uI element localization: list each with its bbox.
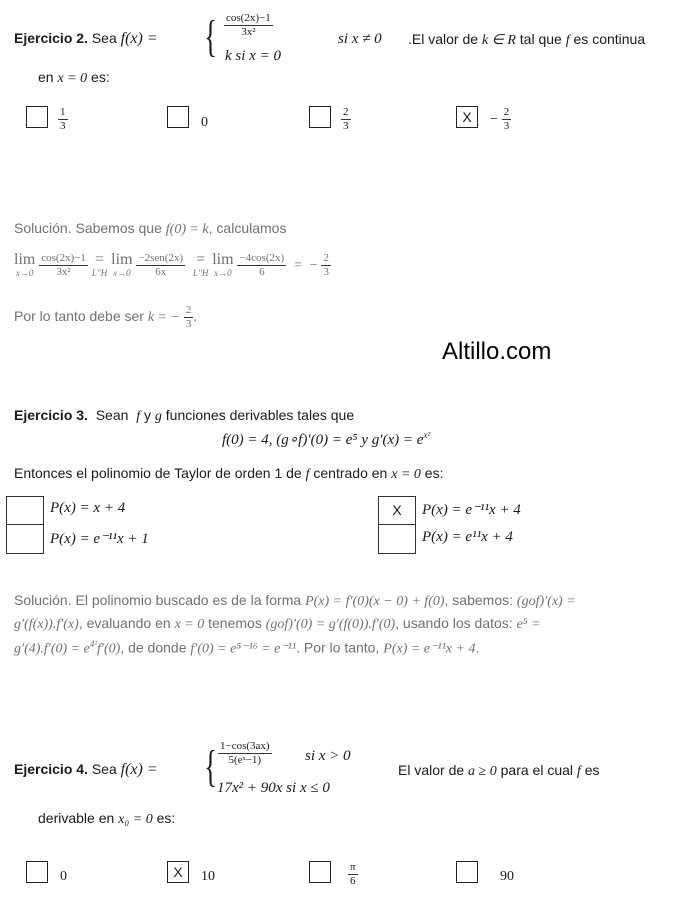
math-expression: k = − [147, 310, 180, 326]
piecewise-case-2: 17x² + 90x si x ≤ 0 [217, 780, 330, 796]
math-expression: f′(0) [97, 641, 121, 657]
math-expression: f(x) = [120, 761, 158, 778]
fraction [136, 252, 185, 279]
option-checkbox[interactable] [378, 524, 416, 554]
denominator: 3 [60, 120, 66, 132]
solution-text: tenemos [208, 615, 262, 631]
math-expression: x₀ = 0 [118, 812, 153, 827]
statement-continuation [398, 762, 599, 780]
solution-text: , evaluando en [78, 615, 171, 631]
statement-text: es: [424, 465, 444, 481]
statement-text: El valor de [398, 762, 465, 778]
piecewise-case-1 [224, 12, 273, 39]
math-expression: f [305, 467, 310, 482]
option-checkbox[interactable] [309, 861, 331, 883]
option-checkbox[interactable] [6, 524, 44, 554]
limit [14, 252, 35, 279]
math-expression: a ≥ 0 [468, 764, 497, 779]
minus-sign: − [490, 112, 498, 128]
option-checkbox[interactable] [26, 106, 48, 128]
limit-subscript: x→0 [214, 268, 232, 278]
denominator: 6 [350, 875, 356, 887]
solution-line [14, 592, 576, 610]
math-expression: f [576, 764, 581, 779]
solution-text: . Por lo tanto, [296, 639, 380, 656]
math-expression: x = 0 [391, 467, 421, 482]
option-value [490, 106, 511, 133]
lhopital-label: L′′H [192, 268, 209, 278]
fraction [502, 106, 512, 133]
statement-line-2 [38, 810, 175, 828]
math-expression: f(x) = [120, 30, 158, 47]
statement-text: es [584, 762, 600, 778]
fraction [348, 861, 358, 888]
option-value: P(x) = e⁻¹¹x + 4 [422, 502, 521, 518]
statement-text: derivable en [38, 810, 115, 826]
option-value [341, 106, 351, 133]
minus-sign: − [309, 258, 318, 274]
math-expression: f [136, 409, 141, 424]
statement-text: es continua [573, 31, 646, 47]
option-value: 0 [60, 869, 67, 884]
option-value: 0 [201, 115, 208, 130]
numerator: 1 [60, 106, 66, 118]
math-expression: e⁵ = [516, 617, 541, 632]
solution-text: , sabemos: [444, 592, 514, 608]
math-expression: f(0) = 4, (g∘f)′(0) = e⁵ y g′(x) = e [222, 432, 424, 448]
solution-line [14, 220, 286, 238]
math-expression: (gof)′(x) = [516, 594, 576, 609]
numerator: 2 [185, 304, 192, 316]
math-expression: P(x) = f′(0)(x − 0) + f(0) [305, 594, 445, 609]
denominator: 3 [185, 318, 192, 330]
fraction [224, 12, 273, 39]
solution-text: , de donde [120, 639, 187, 656]
exercise-label: Ejercicio 3. [14, 407, 88, 423]
statement-continuation [408, 31, 645, 49]
option-checkbox[interactable] [6, 496, 44, 525]
option-value [348, 861, 358, 888]
option-checkbox[interactable] [167, 106, 189, 128]
statement-text: centrado en [313, 465, 388, 481]
math-expression: g′(f(x)).f′(x) [14, 617, 79, 632]
numerator: 2 [323, 252, 329, 264]
fraction [237, 252, 286, 279]
statement-text: Sea [91, 30, 117, 46]
statement-text: tal que [519, 31, 562, 47]
option-checkbox[interactable] [26, 861, 48, 883]
math-expression: x = 0 [57, 71, 88, 86]
denominator: 3 [343, 120, 349, 132]
solution-text: , usando los datos: [395, 615, 513, 631]
option-checkbox[interactable] [456, 861, 478, 883]
denominator: 3x² [56, 266, 71, 278]
fraction [218, 740, 272, 767]
lhopital-equals [92, 252, 107, 279]
piecewise-case-1 [218, 740, 272, 767]
piecewise-condition-1: si x > 0 [305, 748, 351, 764]
solution-text: , calculamos [208, 220, 287, 236]
limit-subscript: x→0 [15, 268, 34, 278]
option-checkbox[interactable] [309, 106, 331, 128]
option-checkbox[interactable]: X [378, 496, 416, 525]
denominator: 6 [259, 266, 265, 278]
math-expression: g′(4).f′(0) = e [14, 641, 90, 657]
option-value: P(x) = x + 4 [50, 500, 126, 516]
statement-line-2 [38, 69, 110, 87]
option-checkbox[interactable]: X [167, 861, 189, 883]
denominator: 3 [323, 266, 329, 278]
statement-text: y [143, 407, 151, 423]
statement-text: es: [156, 810, 176, 826]
exponent: 4² [89, 639, 98, 649]
exercise-label: Ejercicio 2. [14, 30, 88, 46]
statement-text: funciones derivables tales que [165, 407, 355, 423]
solution-text: Solución. Sabemos que [14, 220, 162, 236]
solution-text: Por lo tanto debe ser [14, 308, 144, 325]
watermark-logo: Altillo.com [442, 338, 552, 365]
lhopital-label: L′′H [91, 268, 108, 278]
statement-text: en [38, 69, 54, 85]
numerator: 2 [503, 106, 510, 118]
option-checkbox[interactable]: X [456, 106, 478, 128]
solution-text: . [193, 308, 198, 325]
denominator: 3x² [241, 26, 256, 38]
math-expression: (gof)′(0) = g′(f(0)).f′(0) [265, 617, 396, 632]
fraction [39, 252, 88, 279]
limit [111, 252, 132, 279]
limit [212, 252, 233, 279]
numerator: −2sen(2x) [138, 252, 184, 264]
equals-sign: = [95, 251, 105, 268]
math-expression: f [565, 33, 570, 48]
left-brace: { [204, 12, 217, 61]
limit-word: lim [14, 251, 36, 268]
option-value: 10 [201, 869, 215, 884]
statement-text: .El valor de [408, 31, 479, 47]
math-expression: f′(0) = e⁵⁻¹⁶ = e⁻¹¹ [190, 641, 297, 657]
statement-text: Sean [95, 407, 129, 423]
numerator: cos(2x)−1 [226, 12, 271, 24]
denominator: 3 [503, 120, 510, 132]
limit-subscript: x→0 [113, 268, 131, 278]
option-value: P(x) = e¹¹x + 4 [422, 529, 513, 545]
numerator: π [350, 861, 356, 873]
option-value [58, 106, 68, 133]
math-expression: g [154, 409, 162, 424]
math-expression: k ∈ R [481, 33, 516, 48]
option-value: P(x) = e⁻¹¹x + 1 [50, 531, 149, 547]
statement-text: Sea [91, 761, 117, 777]
piecewise-case-2: k si x = 0 [225, 48, 281, 64]
statement-text: para el cual [500, 762, 574, 778]
exponent: x² [423, 430, 431, 440]
solution-text: . [475, 639, 480, 656]
statement-text: Entonces el polinomio de Taylor de orden 1 de [14, 465, 302, 481]
equals-sign: = [293, 258, 302, 274]
given-conditions [222, 430, 430, 449]
numerator: −4cos(2x) [239, 252, 285, 264]
lhopital-equals [193, 252, 208, 279]
fraction [321, 252, 331, 279]
exercise-4-statement [14, 761, 158, 779]
exercise-label: Ejercicio 4. [14, 761, 88, 777]
equals-sign: = [196, 251, 206, 268]
solution-line [14, 304, 197, 331]
fraction [184, 304, 194, 331]
denominator: 6x [155, 266, 167, 278]
exercise-3-statement [14, 407, 354, 425]
question-text [14, 465, 443, 483]
exercise-2-statement [14, 30, 158, 48]
math-expression: f(0) = k [165, 222, 209, 237]
statement-text: es: [91, 69, 110, 85]
limit-calculation [14, 252, 331, 279]
piecewise-condition-1: si x ≠ 0 [338, 31, 382, 47]
math-expression: P(x) = e⁻¹¹x + 4 [383, 641, 476, 657]
solution-line [14, 639, 479, 658]
denominator: 5(eˣ−1) [228, 754, 262, 766]
fraction [58, 106, 68, 133]
solution-text: Solución. El polinomio buscado es de la forma [14, 592, 302, 608]
option-value: 90 [500, 869, 514, 884]
fraction [341, 106, 351, 133]
math-expression: x = 0 [174, 617, 205, 632]
solution-line [14, 615, 541, 633]
numerator: 1−cos(3ax) [220, 740, 270, 752]
limit-word: lim [111, 251, 133, 268]
left-brace: { [204, 742, 217, 791]
numerator: cos(2x)−1 [41, 252, 86, 264]
numerator: 2 [343, 106, 349, 118]
limit-word: lim [212, 251, 234, 268]
